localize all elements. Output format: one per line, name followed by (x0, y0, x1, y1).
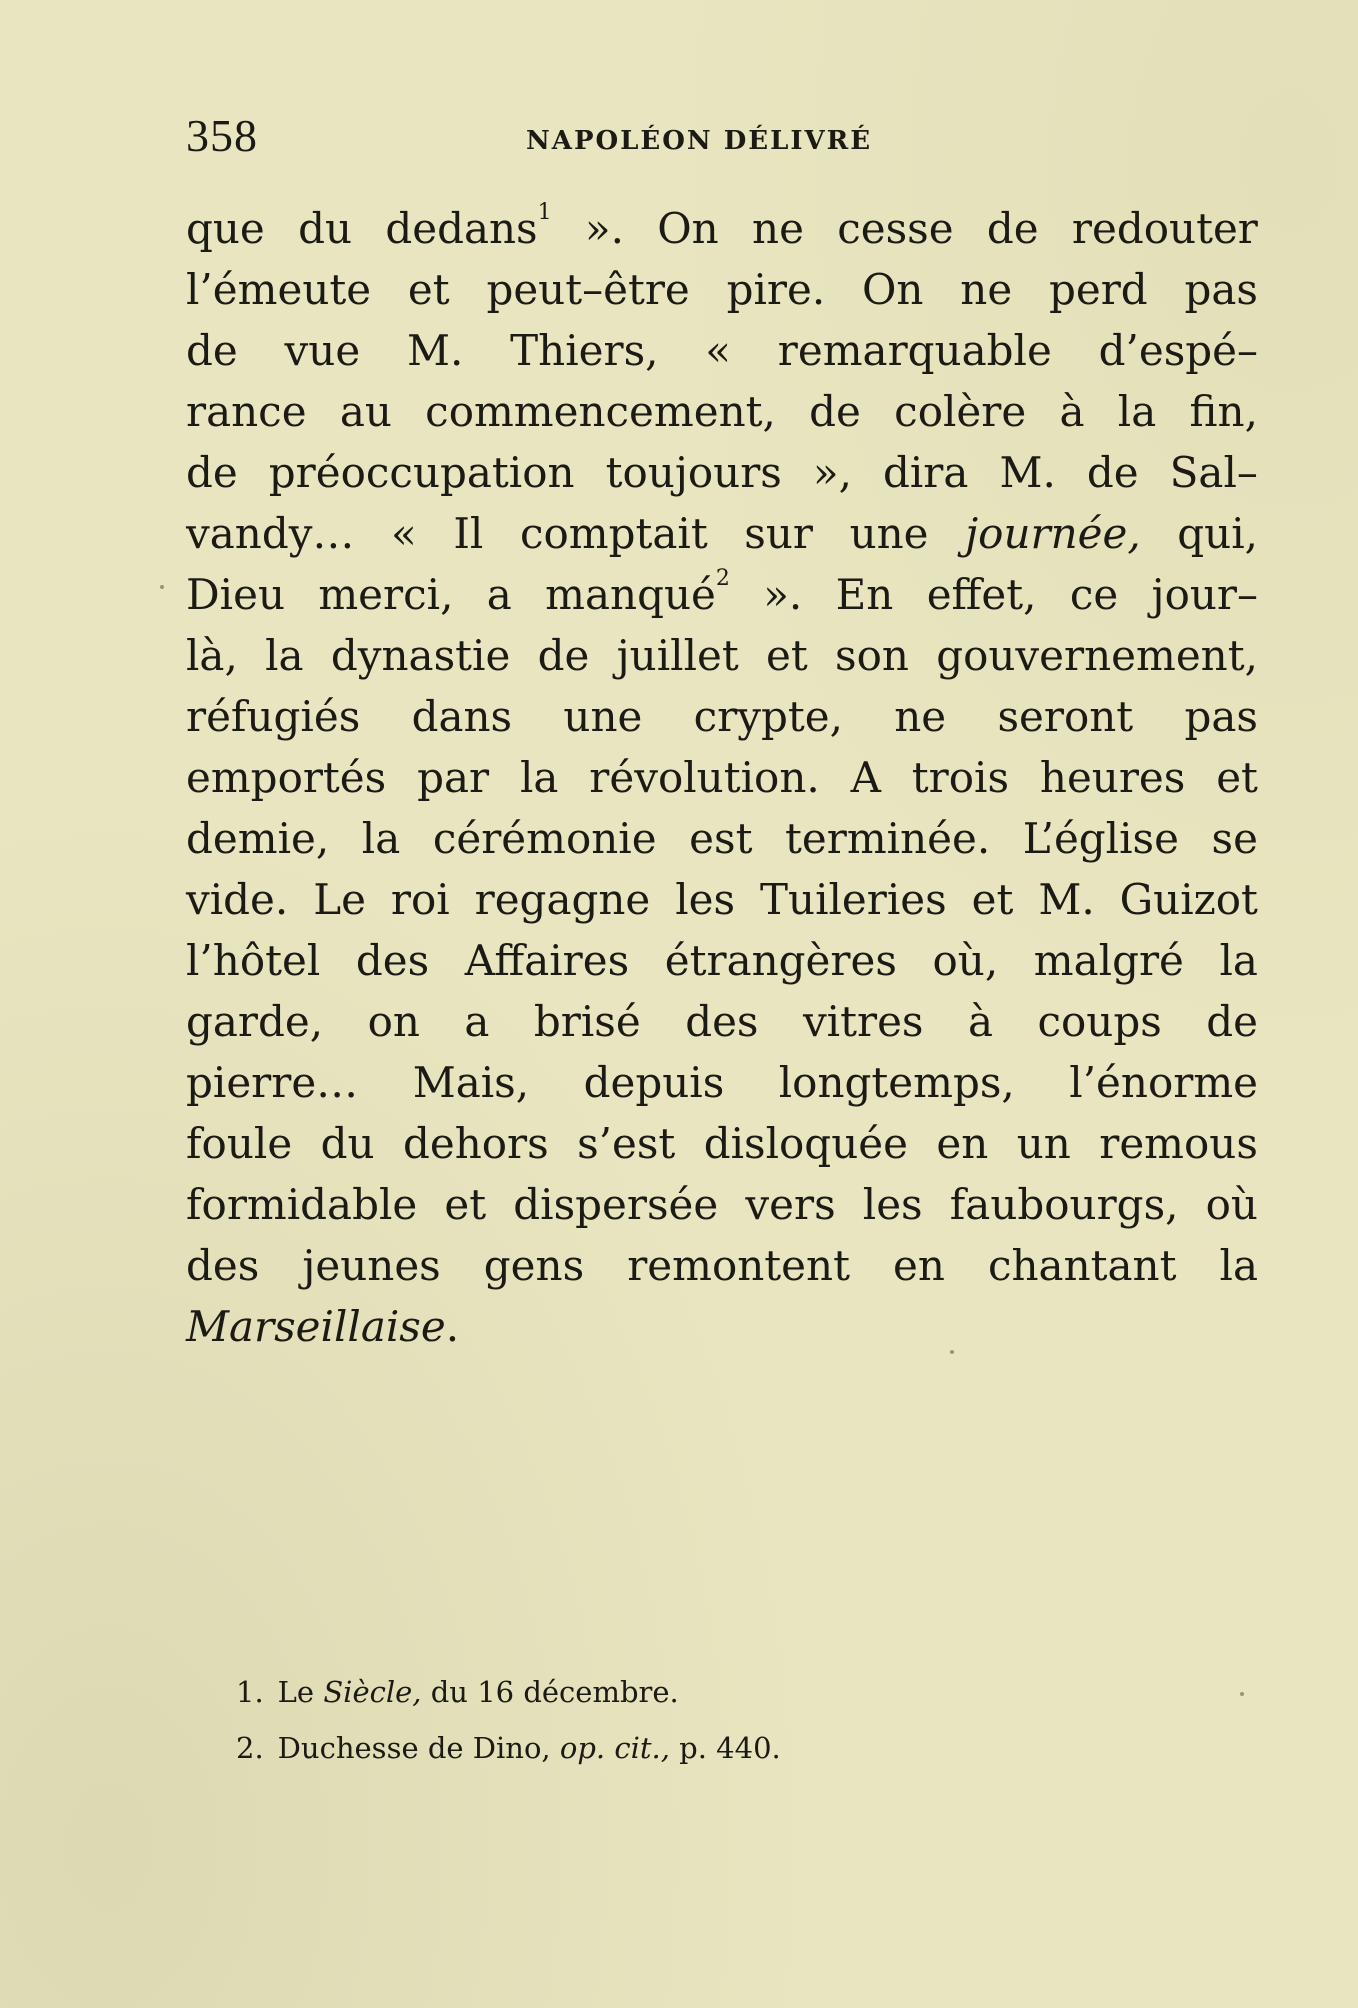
word: de (809, 387, 861, 436)
word: dedans$^1$ (385, 200, 552, 253)
word: sur (744, 509, 813, 558)
word: du (320, 1119, 375, 1168)
word: qui, (1177, 509, 1258, 558)
word: demie, (186, 814, 330, 863)
word: de (986, 204, 1039, 253)
text-line (186, 564, 1258, 625)
word: A (850, 753, 881, 802)
word: au (339, 387, 392, 436)
word: Mais, (412, 1058, 530, 1107)
text-line (186, 991, 1258, 1052)
footnote-reference: 1 (537, 200, 552, 225)
word: l’énorme (1069, 1058, 1258, 1107)
word: là, (186, 631, 238, 680)
word: une (563, 692, 643, 741)
word: par (417, 753, 490, 802)
word: dira (882, 448, 969, 497)
word: vitres (802, 997, 924, 1046)
text-line (186, 747, 1258, 808)
word: vers (745, 1180, 836, 1229)
text-line (186, 381, 1258, 442)
word: et (1216, 753, 1258, 802)
word: « (705, 326, 731, 375)
footnote (236, 1728, 1236, 1784)
word: la (1117, 387, 1157, 436)
word: la (265, 631, 304, 680)
word: dehors (402, 1119, 549, 1168)
word: remous (1099, 1119, 1258, 1168)
word: où (1205, 1180, 1258, 1229)
word: ne (752, 204, 804, 253)
word: vide. (186, 875, 289, 924)
text-line (186, 1052, 1258, 1113)
word: de (186, 448, 238, 497)
word: gens (483, 1241, 585, 1290)
word: des (355, 936, 430, 985)
footnote-text: du 16 décembre. (421, 1675, 679, 1709)
word: dans (411, 692, 513, 741)
word: réfugiés (186, 692, 361, 741)
word: et (971, 875, 1014, 924)
paper-speck (950, 1350, 954, 1354)
word: de (537, 631, 590, 680)
word: les (675, 875, 736, 924)
paper-speck (1240, 1692, 1244, 1696)
word: roi (390, 875, 450, 924)
word: les (862, 1180, 923, 1229)
word: dynastie (330, 631, 511, 680)
word: effet, (926, 570, 1037, 619)
word: et (444, 1180, 487, 1229)
text-line (186, 320, 1258, 381)
footnote-reference: 2 (715, 566, 730, 591)
word: perd (1048, 265, 1148, 314)
word: heures (1039, 753, 1186, 802)
word: jour– (1151, 570, 1258, 619)
word: terminée. (785, 814, 991, 863)
word: remarquable (777, 326, 1052, 375)
word: », (812, 448, 852, 497)
text-line (186, 442, 1258, 503)
text-line (186, 625, 1258, 686)
word: ne (960, 265, 1013, 314)
word: cesse (837, 204, 954, 253)
paper-speck (160, 585, 164, 589)
footnote-number: 2. (236, 1731, 264, 1765)
word: malgré (1033, 936, 1184, 985)
word: foule (186, 1119, 293, 1168)
word: Il (453, 509, 484, 558)
word: dispersée (513, 1180, 719, 1229)
word: seront (997, 692, 1134, 741)
text-line (186, 1113, 1258, 1174)
word: ». (584, 204, 624, 253)
word: a (486, 570, 512, 619)
word: un (1016, 1119, 1071, 1168)
word: toujours (605, 448, 782, 497)
word: On (657, 204, 719, 253)
word: depuis (583, 1058, 725, 1107)
footnote-italic-text: op. cit., (559, 1731, 670, 1765)
word: ne (894, 692, 947, 741)
word: commencement, (425, 387, 776, 436)
word: . (445, 1302, 460, 1351)
word: préoccupation (268, 448, 575, 497)
text-line (186, 808, 1258, 869)
word: la (1219, 936, 1258, 985)
word: redouter (1071, 204, 1258, 253)
footnote-text: p. 440. (669, 1731, 781, 1765)
word: regagne (474, 875, 651, 924)
word: l’hôtel (186, 936, 321, 985)
word: gouvernement, (936, 631, 1258, 680)
word: pierre… (186, 1058, 359, 1107)
word: fin, (1189, 387, 1258, 436)
body-text (186, 198, 1258, 1357)
word: « (391, 509, 417, 558)
word: Marseillaise (186, 1302, 446, 1351)
word: pas (1184, 265, 1258, 314)
word: manqué$^2$ (545, 566, 730, 619)
word: vue (284, 326, 361, 375)
word: du (298, 204, 353, 253)
footnote-number: 1. (236, 1675, 264, 1709)
text-line (186, 503, 1258, 564)
word: de (186, 326, 238, 375)
word: L’église (1022, 814, 1179, 863)
word: M. (999, 448, 1056, 497)
word: en (936, 1119, 989, 1168)
word: est (689, 814, 753, 863)
word: pire. (726, 265, 826, 314)
word: se (1211, 814, 1258, 863)
footnote-text: Le (277, 1675, 324, 1709)
word: Affaires (464, 936, 630, 985)
text-line (186, 1174, 1258, 1235)
word: coups (1037, 997, 1162, 1046)
word: juillet (616, 631, 739, 680)
word: a (464, 997, 490, 1046)
word: remontent (627, 1241, 850, 1290)
page-number: 358 (186, 110, 258, 161)
word: à (1059, 387, 1085, 436)
text-line (186, 869, 1258, 930)
word: ». (763, 570, 803, 619)
word: et (407, 265, 450, 314)
footnote-text: Duchesse de Dino, (277, 1731, 560, 1765)
word: brisé (533, 997, 641, 1046)
footnotes (236, 1672, 1236, 1784)
word: de (1086, 448, 1139, 497)
word: garde, (186, 997, 324, 1046)
word: peut–être (486, 265, 690, 314)
word: s’est (577, 1119, 676, 1168)
word: crypte, (693, 692, 843, 741)
word: la (361, 814, 401, 863)
word: Tuileries (760, 875, 947, 924)
word: on (367, 997, 420, 1046)
word: cérémonie (432, 814, 657, 863)
word: que (186, 204, 265, 253)
word: formidable (186, 1180, 418, 1229)
text-line (186, 686, 1258, 747)
word: Le (313, 875, 366, 924)
word: disloquée (703, 1119, 908, 1168)
footnote (236, 1672, 1236, 1728)
word: jeunes (302, 1241, 441, 1290)
word: Thiers, (510, 326, 659, 375)
word: Guizot (1119, 875, 1258, 924)
word: faubourgs, (949, 1180, 1179, 1229)
word: une (849, 509, 929, 558)
word: son (835, 631, 909, 680)
text-line (186, 1296, 1258, 1357)
word: à (967, 997, 993, 1046)
word: Dieu (186, 570, 286, 619)
word: des (685, 997, 759, 1046)
word: la (1219, 1241, 1258, 1290)
word: des (186, 1241, 260, 1290)
text-line (186, 259, 1258, 320)
word: et (766, 631, 808, 680)
word: journée, (965, 509, 1141, 558)
word: vandy… (186, 509, 355, 558)
word: ce (1069, 570, 1119, 619)
word: de (1206, 997, 1258, 1046)
word: la (519, 753, 559, 802)
word: trois (911, 753, 1010, 802)
word: chantant (987, 1241, 1177, 1290)
word: On (861, 265, 924, 314)
word: révolution. (589, 753, 820, 802)
word: colère (894, 387, 1027, 436)
text-line (186, 198, 1258, 259)
word: rance (186, 387, 307, 436)
word: pas (1184, 692, 1258, 741)
word: où, (932, 936, 999, 985)
word: merci, (318, 570, 454, 619)
word: longtemps, (778, 1058, 1015, 1107)
running-title: NAPOLÉON DÉLIVRÉ (526, 126, 873, 156)
running-head (186, 108, 1266, 168)
word: emportés (186, 753, 387, 802)
word: en (893, 1241, 945, 1290)
word: d’espé– (1098, 326, 1258, 375)
word: Sal– (1169, 448, 1258, 497)
word: comptait (519, 509, 708, 558)
word: M. (406, 326, 464, 375)
footnote-italic-text: Siècle, (323, 1675, 422, 1709)
word: M. (1038, 875, 1095, 924)
word: l’émeute (186, 265, 372, 314)
word: étrangères (664, 936, 897, 985)
text-line (186, 1235, 1258, 1296)
text-line (186, 930, 1258, 991)
word: En (835, 570, 894, 619)
